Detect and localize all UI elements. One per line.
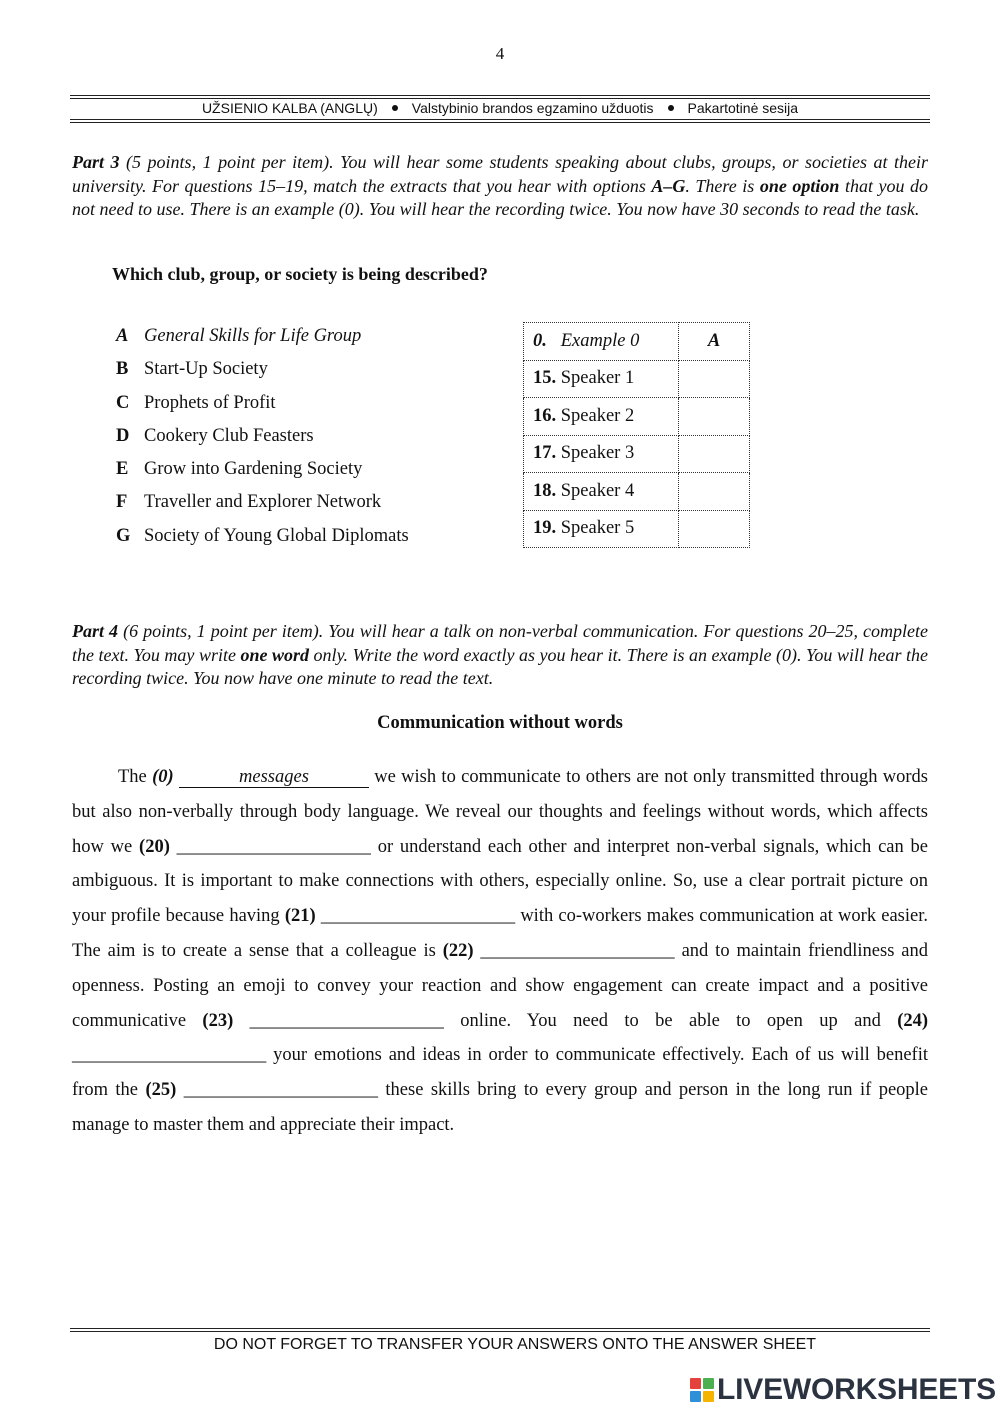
- part3-instructions: [72, 151, 928, 222]
- gap-number: (0): [152, 767, 174, 787]
- text-segment: online. You need to be able to open up and: [443, 1010, 898, 1031]
- gap-number: (22): [442, 940, 474, 961]
- answer-cell[interactable]: [679, 398, 750, 436]
- part4-instr-text: (6 points, 1 point per item). You will hear a talk on non-verbal communication. For questions 20–25, complete the text. You may write: [72, 621, 928, 665]
- logo-square: [703, 1378, 714, 1389]
- option-letter: D: [116, 425, 130, 446]
- answer-cell[interactable]: [679, 435, 750, 473]
- table-label-cell: [524, 435, 679, 473]
- header-rule-bottom-2: [70, 122, 930, 123]
- text-segment: your emotions and ideas in order to communicate effectively. Each of us will benefit from the: [72, 1045, 928, 1101]
- gap-number: (25): [145, 1080, 177, 1101]
- gap-blank-23[interactable]: _____________________: [249, 1010, 444, 1031]
- part4-instr-bold: one word: [240, 644, 310, 665]
- exam-header: [70, 100, 930, 116]
- part4-label: Part 4: [72, 621, 119, 641]
- gap-number: (20): [139, 836, 170, 857]
- answer-table: [523, 322, 750, 548]
- item-number: 19.: [533, 518, 557, 539]
- page-number: 4: [495, 44, 505, 63]
- gap-blank-21[interactable]: _____________________: [320, 906, 516, 927]
- header-rule-top-2: [70, 98, 930, 99]
- gap-fill-text: [72, 760, 928, 1143]
- option-letter: G: [116, 525, 131, 546]
- option-item: [116, 356, 409, 389]
- option-letter: B: [116, 359, 129, 380]
- options-list: [116, 323, 409, 556]
- text-segment: with co-workers makes communication at work easier. The aim is to create a sense that a colleague is: [72, 906, 929, 961]
- answer-cell: A: [679, 323, 750, 361]
- logo-square: [690, 1378, 701, 1389]
- item-number: 18.: [533, 480, 557, 501]
- text-segment: these skills bring to every group and person in the long run if people manage to master them and appreciate their impact.: [72, 1080, 929, 1135]
- liveworksheets-logo: [690, 1372, 996, 1408]
- gap-number: (23): [202, 1010, 234, 1031]
- table-row: [524, 435, 750, 473]
- item-label: Speaker 3: [560, 443, 635, 464]
- option-text: Cookery Club Feasters: [144, 425, 314, 446]
- option-text: Traveller and Explorer Network: [144, 492, 382, 513]
- table-row: [524, 323, 750, 361]
- example-answer: messages: [179, 767, 369, 788]
- table-row: [524, 510, 750, 548]
- gap-blank-24[interactable]: _____________________: [72, 1045, 267, 1066]
- part3-instr-text: (5 points, 1 point per item). You will hear some students speaking about clubs, groups, or societies at their university. For questions 15–19, match the extracts that you hear with options: [72, 152, 928, 196]
- answer-cell[interactable]: [679, 510, 750, 548]
- part3-instr-bold: A–G: [651, 175, 686, 196]
- item-label: Speaker 2: [560, 405, 635, 426]
- footer-reminder: DO NOT FORGET TO TRANSFER YOUR ANSWERS ONTO THE ANSWER SHEET: [213, 1336, 817, 1353]
- table-row: [524, 473, 750, 511]
- text-segment: and to maintain friendliness and openness. Posting an emoji to convey your reaction and show engagement can create impact and a positive communicative: [72, 940, 929, 1031]
- header-subject: UŽSIENIO KALBA (ANGLŲ): [201, 100, 378, 116]
- gap-number: (21): [284, 906, 316, 927]
- gap-blank-22[interactable]: _____________________: [480, 940, 675, 961]
- option-text: Start-Up Society: [144, 359, 268, 380]
- header-rule-top: [70, 95, 930, 96]
- option-text: Prophets of Profit: [144, 392, 276, 413]
- table-label-cell: [524, 360, 679, 398]
- part3-instr-bold: one option: [759, 175, 840, 196]
- logo-square: [703, 1391, 714, 1402]
- option-text: Society of Young Global Diplomats: [144, 525, 409, 546]
- text-segment: The: [118, 767, 153, 787]
- footer-rule-2: [70, 1331, 930, 1332]
- option-letter: C: [116, 392, 130, 413]
- gap-blank-20[interactable]: _____________________: [176, 836, 371, 857]
- table-label-cell: [524, 398, 679, 436]
- table-row: [524, 360, 750, 398]
- answer-cell[interactable]: [679, 473, 750, 511]
- item-label: Example 0: [560, 330, 640, 351]
- option-item: [116, 456, 409, 489]
- logo-grid-icon: [690, 1378, 714, 1402]
- table-row: [524, 398, 750, 436]
- item-number: 17.: [533, 443, 557, 464]
- item-label: Speaker 5: [560, 518, 635, 539]
- option-item: [116, 523, 409, 556]
- gap-blank-25[interactable]: _____________________: [183, 1080, 378, 1101]
- bullet-icon: [668, 105, 674, 111]
- answer-cell[interactable]: [679, 360, 750, 398]
- item-label: Speaker 4: [560, 480, 635, 501]
- part3-label: Part 3: [72, 152, 120, 172]
- table-label-cell: [524, 473, 679, 511]
- logo-square: [690, 1391, 701, 1402]
- part3-instr-text: . There is: [685, 175, 760, 196]
- text-segment: we wish to communicate to others are not only transmitted through words but also non-verbally through body language. We reveal our thoughts and feelings without words, which affects how we: [72, 767, 928, 857]
- table-label-cell: [524, 510, 679, 548]
- option-item: [116, 489, 409, 522]
- bullet-icon: [392, 105, 398, 111]
- option-letter: E: [116, 459, 129, 480]
- option-text: Grow into Gardening Society: [144, 459, 363, 480]
- item-label: Speaker 1: [560, 368, 635, 389]
- footer-rule: [70, 1328, 930, 1329]
- item-number: 0.: [533, 330, 547, 351]
- logo-text: LIVEWORKSHEETS: [717, 1373, 996, 1406]
- item-number: 15.: [533, 368, 557, 389]
- part3-question: Which club, group, or society is being described?: [112, 264, 488, 284]
- option-item: [116, 323, 409, 356]
- option-item: [116, 390, 409, 423]
- header-rule-bottom: [70, 119, 930, 120]
- option-letter: F: [116, 492, 128, 513]
- option-text: General Skills for Life Group: [144, 326, 362, 346]
- item-number: 16.: [533, 405, 557, 426]
- part3-instr-text: that you do not need to use. There is an example (0). You will hear the recording twice. You now have 30 seconds to read the task.: [72, 175, 929, 219]
- table-label-cell: [524, 323, 679, 361]
- header-exam: Valstybinio brandos egzamino užduotis: [411, 100, 654, 116]
- option-letter: A: [116, 326, 129, 346]
- text-segment: or understand each other and interpret non-verbal signals, which can be ambiguous. It is important to make connections with others, especially online. So, use a clear portrait picture on your profile because having: [72, 836, 928, 927]
- gap-number: (24): [897, 1010, 929, 1031]
- text-title: Communication without words: [377, 713, 623, 733]
- part4-instr-text: only. Write the word exactly as you hear it. There is an example (0). You will hear the recording twice. You now have one minute to read the text.: [72, 644, 928, 688]
- header-session: Pakartotinė sesija: [687, 100, 799, 116]
- option-item: [116, 423, 409, 456]
- part4-instructions: [72, 620, 928, 691]
